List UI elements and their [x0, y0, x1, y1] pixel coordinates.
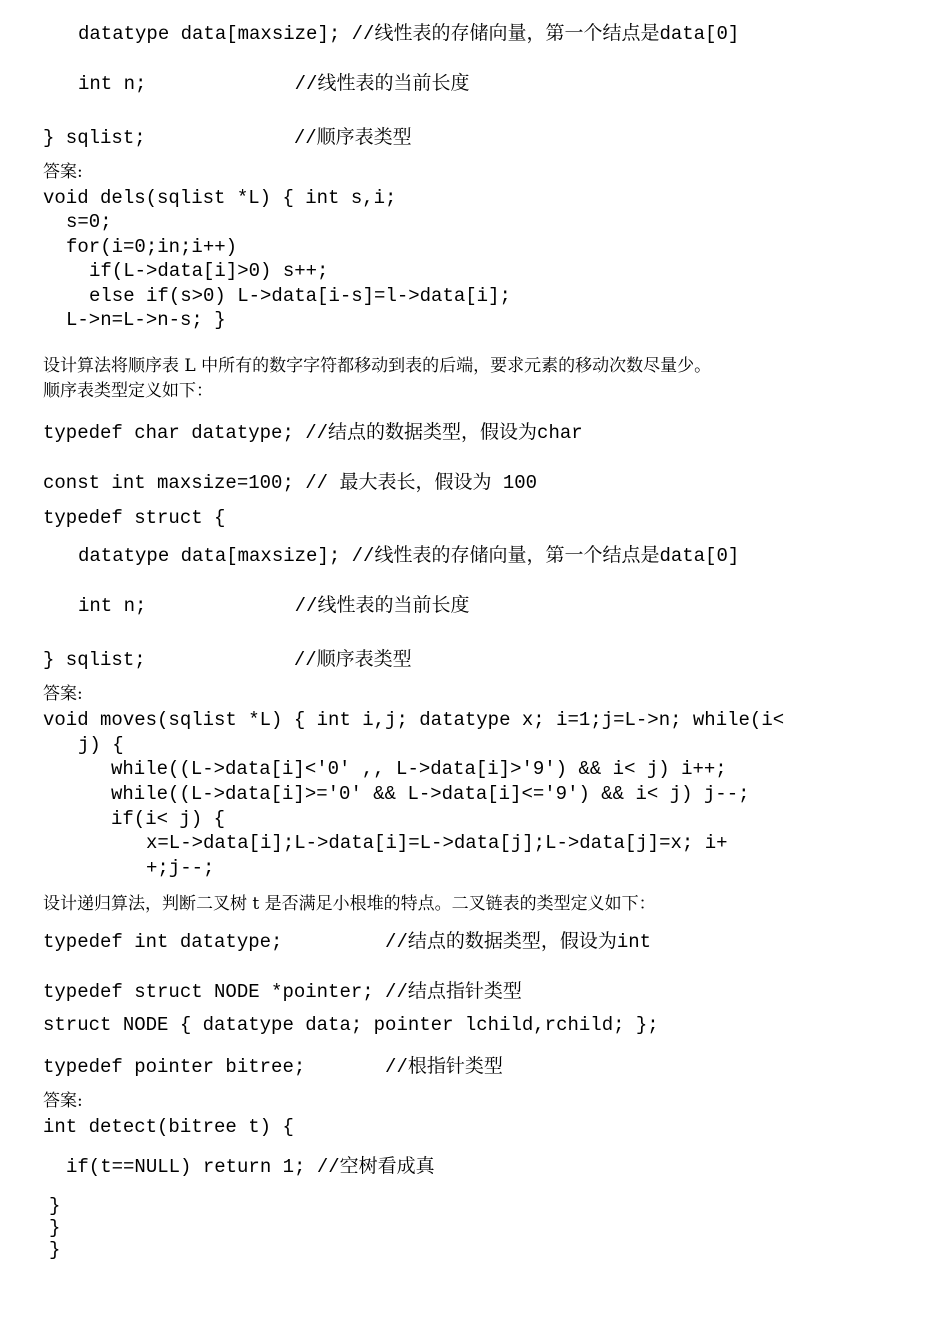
code-line: } sqlist; //顺序表类型	[43, 649, 412, 671]
answer-label: 答案:	[43, 162, 83, 182]
answer-label: 答案:	[43, 684, 83, 704]
code-line: const int maxsize=100; // 最大表长，假设为 100	[43, 472, 538, 494]
code-line: typedef int datatype; //结点的数据类型，假设为int	[43, 931, 652, 953]
code-line: while((L->data[i]<'0' ,, L->data[i]>'9') && i< j) i++;	[111, 758, 727, 780]
code-line: typedef pointer bitree; //根指针类型	[43, 1056, 503, 1078]
question-text: 设计算法将顺序表 L 中所有的数字字符都移动到表的后端，要求元素的移动次数尽量少。	[43, 356, 712, 376]
code-line: if(i< j) {	[111, 808, 226, 830]
question-text: 顺序表类型定义如下：	[43, 381, 213, 401]
question-text: 设计递归算法，判断二叉树 t 是否满足小根堆的特点。二叉链表的类型定义如下：	[43, 894, 656, 914]
code-line: }	[49, 1239, 61, 1261]
code-line: x=L->data[i];L->data[i]=L->data[j];L->data[j]=x; i+	[146, 832, 728, 854]
code-line: int n; //线性表的当前长度	[78, 73, 470, 95]
code-line: for(i=0;in;i++)	[66, 236, 238, 258]
code-line: void moves(sqlist *L) { int i,j; datatype x; i=1;j=L->n; while(i<	[43, 709, 785, 731]
code-line: s=0;	[66, 211, 112, 233]
code-line: int n; //线性表的当前长度	[78, 595, 470, 617]
code-line: j) {	[78, 734, 124, 756]
code-line: while((L->data[i]>='0' && L->data[i]<='9') && i< j) j--;	[111, 783, 750, 805]
code-line: }	[49, 1195, 61, 1217]
code-line: if(t==NULL) return 1; //空树看成真	[66, 1156, 435, 1178]
code-line: L->n=L->n-s; }	[66, 309, 226, 331]
code-line: typedef struct NODE *pointer; //结点指针类型	[43, 981, 522, 1003]
code-line: struct NODE { datatype data; pointer lchild,rchild; };	[43, 1014, 659, 1036]
code-line: typedef struct {	[43, 507, 226, 529]
code-line: +;j--;	[146, 857, 215, 879]
code-line: datatype data[maxsize]; //线性表的存储向量，第一个结点是data[0]	[78, 545, 740, 567]
code-line: if(L->data[i]>0) s++;	[89, 260, 329, 282]
code-line: int detect(bitree t) {	[43, 1116, 294, 1138]
code-line: }	[49, 1217, 61, 1239]
code-line: datatype data[maxsize]; //线性表的存储向量，第一个结点是data[0]	[78, 23, 740, 45]
code-line: typedef char datatype; //结点的数据类型，假设为char	[43, 422, 583, 444]
code-line: } sqlist; //顺序表类型	[43, 127, 412, 149]
answer-label: 答案:	[43, 1091, 83, 1111]
code-line: else if(s>0) L->data[i-s]=l->data[i];	[89, 285, 511, 307]
code-line: void dels(sqlist *L) { int s,i;	[43, 187, 397, 209]
